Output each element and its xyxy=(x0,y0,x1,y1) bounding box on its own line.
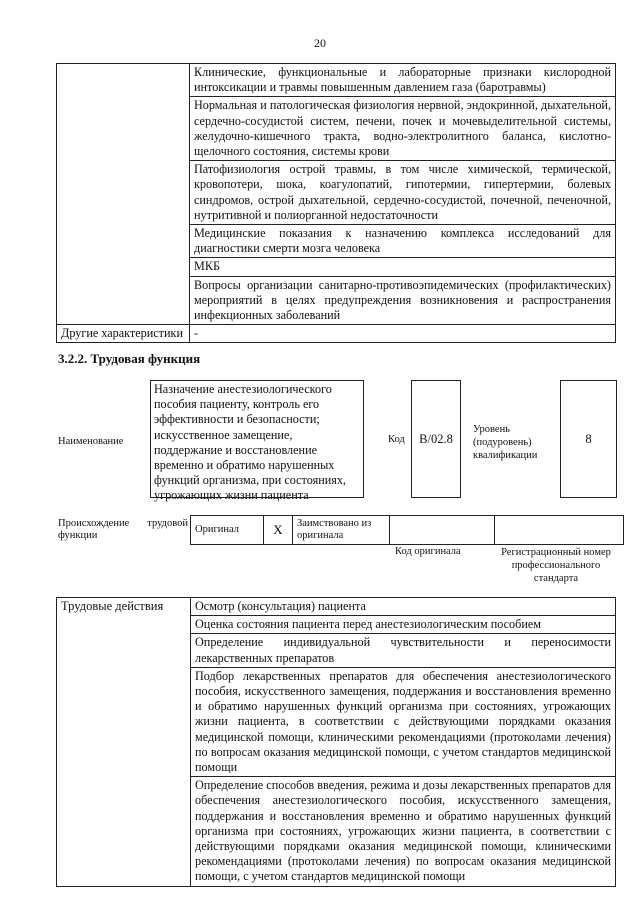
original-code-caption: Код оригинала xyxy=(395,546,461,557)
function-code-box: B/02.8 xyxy=(411,380,461,498)
labor-action-item: Определение индивидуальной чувствительности и переносимости лекарственных препаратов xyxy=(191,634,616,667)
labor-actions-label: Трудовые действия xyxy=(57,598,191,887)
table-row xyxy=(57,598,616,616)
knowledge-item: МКБ xyxy=(190,258,616,276)
table-row xyxy=(191,516,624,545)
other-characteristics-label: Другие характеристики xyxy=(57,325,190,343)
original-label: Оригинал xyxy=(191,516,264,545)
function-name-box: Назначение анестезиологического пособия пациенту, контроль его эффективности и безопасности; искусственное замещение, поддержание и восстановление временно и обратимо нарушенных функций организма, при состояниях, угрожающих жизни пациента xyxy=(150,380,364,498)
name-label: Наименование xyxy=(58,436,124,447)
registration-number-cell xyxy=(495,516,624,545)
table-row xyxy=(57,64,616,97)
labor-action-item: Подбор лекарственных препаратов для обеспечения анестезиологического пособия, искусственного замещения, поддержания и восстановления временно и обратимо нарушенных функций организма при состояниях, угрожающих жизни пациента, в соответствии с действующими порядками оказания медицинской помощи, клиническими рекомендациями (протоколами лечения) по вопросам оказания медицинской помощи, с учетом стандартов медицинской помощи xyxy=(191,667,616,776)
knowledge-table xyxy=(56,63,616,343)
level-label: Уровень (подуровень) квалификации xyxy=(473,424,538,461)
section-heading: 3.2.2. Трудовая функция xyxy=(58,351,201,366)
labor-action-item: Оценка состояния пациента перед анестезиологическим пособием xyxy=(191,616,616,634)
knowledge-item: Нормальная и патологическая физиология нервной, эндокринной, дыхательной, сердечно-сосудистой систем, печени, почек и мочевыделительной системы, желудочно-кишечного тракта, водно-электролитного баланса, кислотно-щелочного состояния, системы крови xyxy=(190,97,616,161)
registration-number-caption: Регистрационный номер профессионального стандарта xyxy=(501,547,611,584)
original-code-cell xyxy=(390,516,495,545)
other-characteristics-value: - xyxy=(190,325,616,343)
page-number: 20 xyxy=(314,36,326,50)
knowledge-item: Патофизиология острой травмы, в том числе химической, термической, кровопотери, шока, коагулопатий, гипотермии, гипертермии, болевых синдромов, острой дыхательной, сердечно-сосудистой, почечной, печеночной, нутритивной и полиорганной недостаточности xyxy=(190,161,616,225)
qualification-level-box: 8 xyxy=(560,380,617,498)
labor-action-item: Определение способов введения, режима и дозы лекарственных препаратов для обеспечения анестезиологического пособия, искусственного замещения, поддержания и восстановления временно и обратимо нарушенных функций организма при состояниях, угрожающих жизни пациента, в соответствии с действующими порядками оказания медицинской помощи, клиническими рекомендациями (протоколами лечения) по вопросам оказания медицинской помощи, с учетом стандартов медицинской помощи xyxy=(191,777,616,886)
original-mark: X xyxy=(264,516,293,545)
labor-action-item: Осмотр (консультация) пациента xyxy=(191,598,616,616)
row-label-empty xyxy=(57,64,190,325)
knowledge-item: Медицинские показания к назначению комплекса исследований для диагностики смерти мозга человека xyxy=(190,225,616,258)
table-row xyxy=(57,325,616,343)
labor-actions-table xyxy=(56,597,616,887)
origin-table xyxy=(190,515,624,545)
code-label: Код xyxy=(388,434,405,445)
origin-label: Происхождение трудовой функции xyxy=(58,518,188,541)
borrowed-label: Заимствовано из оригинала xyxy=(293,516,390,545)
knowledge-item: Клинические, функциональные и лабораторные признаки кислородной интоксикации и травмы повышенным давлением газа (баротравмы) xyxy=(190,64,616,97)
knowledge-item: Вопросы организации санитарно-противоэпидемических (профилактических) мероприятий в целях предупреждения возникновения и распространения инфекционных заболеваний xyxy=(190,276,616,325)
